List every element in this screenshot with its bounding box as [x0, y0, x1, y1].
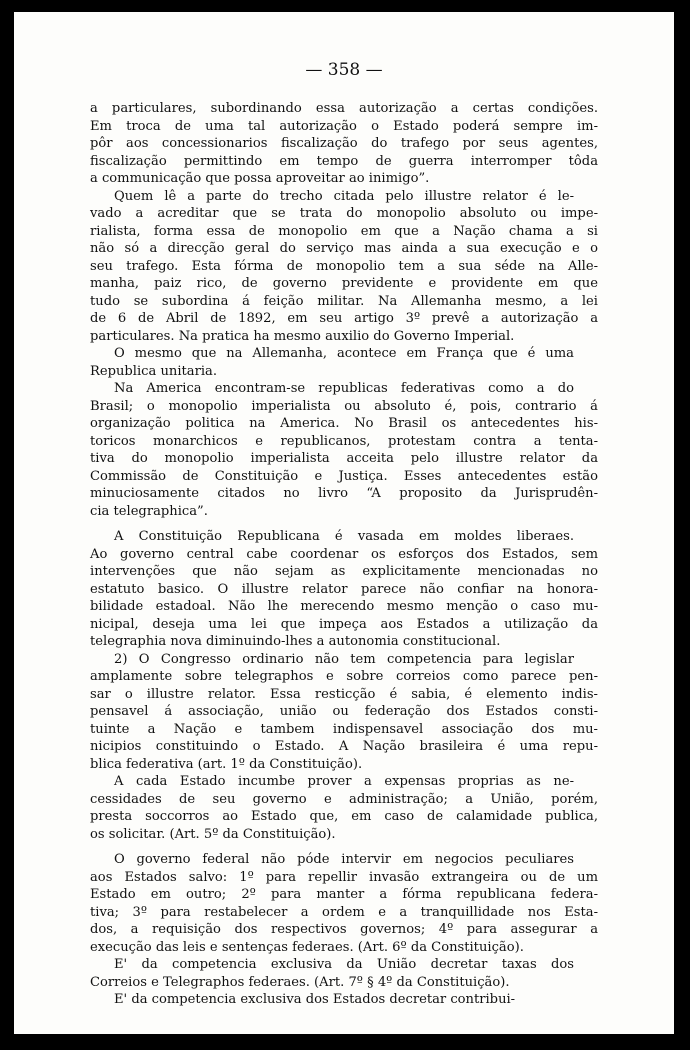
text-line: E' da competencia exclusiva dos Estados decretar contribui-: [114, 992, 516, 1007]
text-line: organização politica na America. No Brasil os antecedentes his-: [90, 416, 598, 431]
text-line: tudo se subordina á feição militar. Na Allemanha mesmo, a lei: [90, 293, 598, 309]
text-line: manha, paiz rico, de governo previdente e providente em que: [90, 276, 598, 291]
text-line: aos Estados salvo: 1º para repellir invasão extrangeira ou de um: [90, 869, 598, 885]
text-line: 2) O Congresso ordinario não tem competencia para legislar: [114, 651, 574, 667]
text-line: Na America encontram-se republicas federativas como a do: [114, 381, 574, 396]
text-line: particulares. Na pratica ha mesmo auxilio do Governo Imperial.: [90, 328, 515, 344]
text-line: O mesmo que na Allemanha, acontece em França que é uma: [114, 346, 574, 361]
paragraph: [90, 651, 598, 774]
paragraph: [90, 851, 598, 956]
paragraph: [90, 956, 598, 991]
text-line: Ao governo central cabe coordenar os esforços dos Estados, sem: [90, 546, 598, 562]
text-line: dos, a requisição dos respectivos governos; 4º para assegurar a: [90, 922, 598, 937]
document-page: [14, 12, 674, 1034]
text-line: O governo federal não póde intervir em negocios peculiares: [114, 852, 574, 867]
text-line: tiva; 3º para restabelecer a ordem e a tranquillidade nos Esta-: [90, 904, 598, 920]
page-number: — 358 —: [305, 60, 383, 80]
text-line: bilidade estadoal. Não lhe merecendo mesmo menção o caso mu-: [90, 599, 598, 614]
text-line: vado a acreditar que se trata do monopolio absoluto ou impe-: [90, 206, 598, 221]
text-line: execução das leis e sentenças federaes. (Art. 6º da Constituição).: [90, 939, 524, 955]
text-line: A cada Estado incumbe prover a expensas proprias as ne-: [114, 774, 574, 789]
text-line: estatuto basico. O illustre relator parece não confiar na honora-: [90, 581, 598, 597]
text-line: pensavel á associação, união ou federação dos Estados consti-: [90, 704, 598, 719]
text-line: cessidades de seu governo e administração; a União, porém,: [90, 791, 598, 807]
body-text: [90, 100, 598, 1009]
text-line: intervenções que não sejam as explicitamente mencionadas no: [90, 564, 598, 579]
paragraph: [90, 773, 598, 843]
text-line: cia telegraphica”.: [90, 503, 208, 519]
text-line: pôr aos concessionarios fiscalização do trafego por seus agentes,: [90, 136, 598, 151]
text-line: telegraphia nova diminuindo-lhes a autonomia constitucional.: [90, 634, 501, 649]
text-line: nicipios constituindo o Estado. A Nação brasileira é uma repu-: [90, 739, 598, 754]
text-line: E' da competencia exclusiva da União decretar taxas dos: [114, 957, 574, 972]
text-line: blica federativa (art. 1º da Constituição).: [90, 756, 363, 772]
paragraph: [90, 345, 598, 380]
paragraph: [90, 100, 598, 188]
text-line: Republica unitaria.: [90, 363, 218, 379]
text-line: Correios e Telegraphos federaes. (Art. 7º § 4º da Constituição).: [90, 974, 510, 990]
text-line: Estado em outro; 2º para manter a fórma republicana federa-: [90, 887, 598, 902]
text-line: rialista, forma essa de monopolio em que a Nação chama a si: [90, 223, 598, 239]
text-line: a particulares, subordinando essa autorização a certas condições.: [90, 101, 598, 116]
text-line: a communicação que possa aproveitar ao inimigo”.: [90, 171, 430, 186]
text-line: Em troca de uma tal autorização o Estado poderá sempre im-: [90, 118, 598, 134]
text-line: amplamente sobre telegraphos e sobre correios como parece pen-: [90, 669, 598, 684]
paragraph: [90, 991, 598, 1009]
text-line: presta soccorros ao Estado que, em caso de calamidade publica,: [90, 809, 598, 824]
text-line: nicipal, deseja uma lei que impeça aos Estados a utilização da: [90, 616, 598, 632]
text-line: não só a direcção geral do serviço mas ainda a sua execução e o: [90, 241, 598, 256]
text-line: Commissão de Constituição e Justiça. Esses antecedentes estão: [90, 468, 598, 484]
paragraph: [90, 380, 598, 520]
text-line: fiscalização permittindo em tempo de guerra interromper tôda: [90, 153, 598, 169]
paragraph: [90, 188, 598, 346]
text-line: tiva do monopolio imperialista acceita pelo illustre relator da: [90, 451, 598, 466]
text-line: de 6 de Abril de 1892, em seu artigo 3º prevê a autorização a: [90, 311, 598, 326]
text-line: sar o illustre relator. Essa resticção é sabia, é elemento indis-: [90, 686, 598, 702]
text-line: toricos monarchicos e republicanos, protestam contra a tenta-: [90, 433, 598, 449]
text-line: A Constituição Republicana é vasada em moldes liberaes.: [114, 529, 574, 544]
text-line: Quem lê a parte do trecho citada pelo illustre relator é le-: [114, 188, 574, 204]
paragraph: [90, 528, 598, 651]
text-line: seu trafego. Esta fórma de monopolio tem a sua séde na Alle-: [90, 258, 598, 274]
text-line: tuinte a Nação e tambem indispensavel associação dos mu-: [90, 721, 598, 737]
text-line: os solicitar. (Art. 5º da Constituição).: [90, 826, 336, 842]
text-line: Brasil; o monopolio imperialista ou absoluto é, pois, contrario á: [90, 398, 598, 414]
text-line: minuciosamente citados no livro “A proposito da Jurisprudên-: [90, 486, 598, 501]
